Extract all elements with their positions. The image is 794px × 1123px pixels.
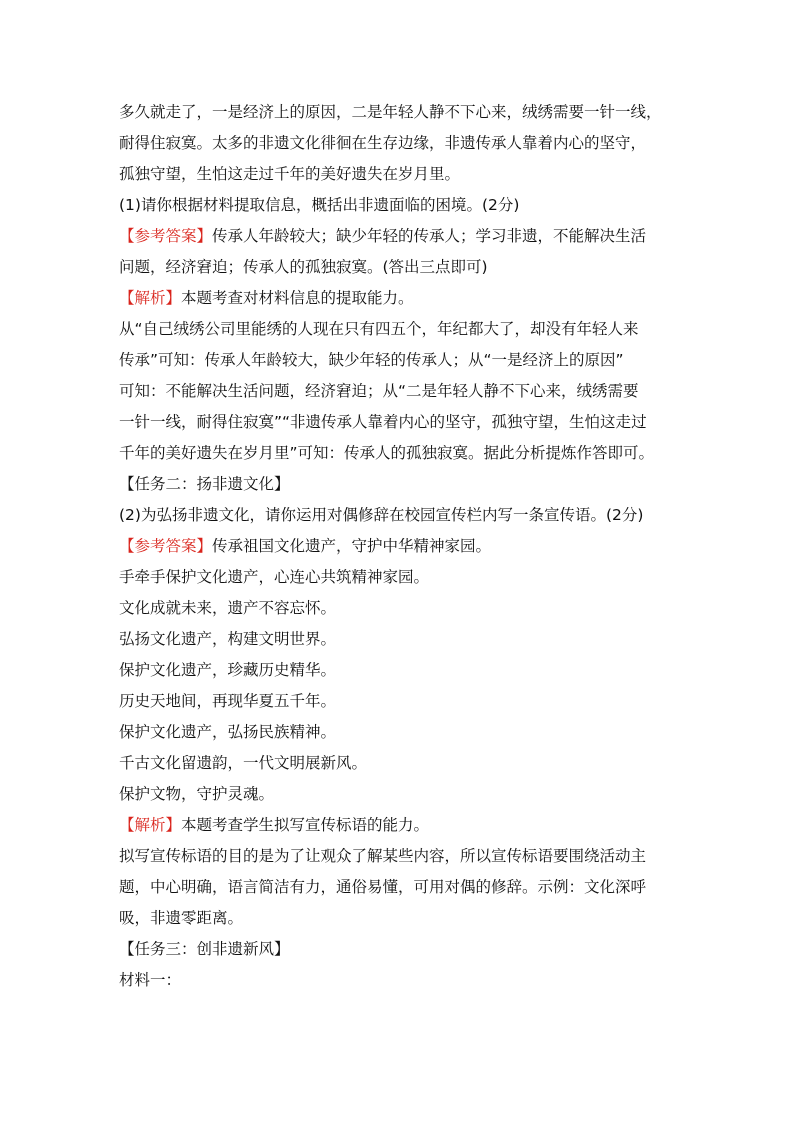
text-line: 从“自己绒绣公司里能绣的人现在只有四五个，年纪都大了，却没有年轻人来 [119, 320, 639, 338]
text-line: 可知：不能解决生活问题，经济窘迫；从“二是年轻人静不下心来，绒绣需要 [119, 382, 639, 400]
document-body [119, 97, 699, 996]
question-2: (2)为弘扬非遗文化，请你运用对偶修辞在校园宣传栏内写一条宣传语。(2分) [119, 506, 644, 524]
answer-line: 【参考答案】传承人年龄较大；缺少年轻的传承人；学习非遗，不能解决生活 [119, 227, 647, 245]
answer-tag: 【参考答案】 [119, 537, 213, 555]
text-line: 一针一线，耐得住寂寞”“非遗传承人靠着内心的坚守，孤独守望，生怕这走过 [119, 413, 647, 431]
analysis-line: 【解析】本题考查学生拟写宣传标语的能力。 [119, 816, 430, 834]
text-line: 耐得住寂寞。太多的非遗文化徘徊在生存边缘，非遗传承人靠着内心的坚守， [119, 134, 647, 152]
text-line: 保护文化遗产，珍藏历史精华。 [119, 661, 337, 679]
analysis-line: 【解析】本题考查对材料信息的提取能力。 [119, 289, 414, 307]
text-line: 手牵手保护文化遗产，心连心共筑精神家园。 [119, 568, 430, 586]
text-line: 千年的美好遗失在岁月里”可知：传承人的孤独寂寞。据此分析提炼作答即可。 [119, 444, 655, 462]
text-line: 弘扬文化遗产，构建文明世界。 [119, 630, 337, 648]
text-line: 吸，非遗零距离。 [119, 909, 244, 927]
question-1: (1)请你根据材料提取信息，概括出非遗面临的困境。(2分) [119, 196, 520, 214]
text-line: 问题，经济窘迫；传承人的孤独寂寞。(答出三点即可) [119, 258, 488, 276]
text-line: 孤独守望，生怕这走过千年的美好遗失在岁月里。 [119, 165, 461, 183]
text-line: 传承”可知：传承人年龄较大，缺少年轻的传承人；从“一是经济上的原因” [119, 351, 624, 369]
answer-line: 【参考答案】传承祖国文化遗产，守护中华精神家园。 [119, 537, 492, 555]
answer-tag: 【参考答案】 [119, 227, 213, 245]
text-line: 保护文物，守护灵魂。 [119, 785, 275, 803]
text-line: 拟写宣传标语的目的是为了让观众了解某些内容，所以宣传标语要围绕活动主 [119, 847, 647, 865]
text-line: 多久就走了，一是经济上的原因，二是年轻人静不下心来，绒绣需要一针一线， [119, 103, 662, 121]
text-line: 保护文化遗产，弘扬民族精神。 [119, 723, 337, 741]
text-line: 材料一： [119, 971, 182, 989]
task-heading: 【任务二：扬非遗文化】 [119, 475, 290, 493]
task-heading: 【任务三：创非遗新风】 [119, 940, 290, 958]
analysis-tag: 【解析】 [119, 816, 182, 834]
text-line: 文化成就未来，遗产不容忘怀。 [119, 599, 337, 617]
analysis-tag: 【解析】 [119, 289, 182, 307]
text-line: 千古文化留遗韵，一代文明展新风。 [119, 754, 368, 772]
text-line: 题，中心明确，语言简洁有力，通俗易懂，可用对偶的修辞。示例：文化深呼 [119, 878, 647, 896]
text-line: 历史天地间，再现华夏五千年。 [119, 692, 337, 710]
